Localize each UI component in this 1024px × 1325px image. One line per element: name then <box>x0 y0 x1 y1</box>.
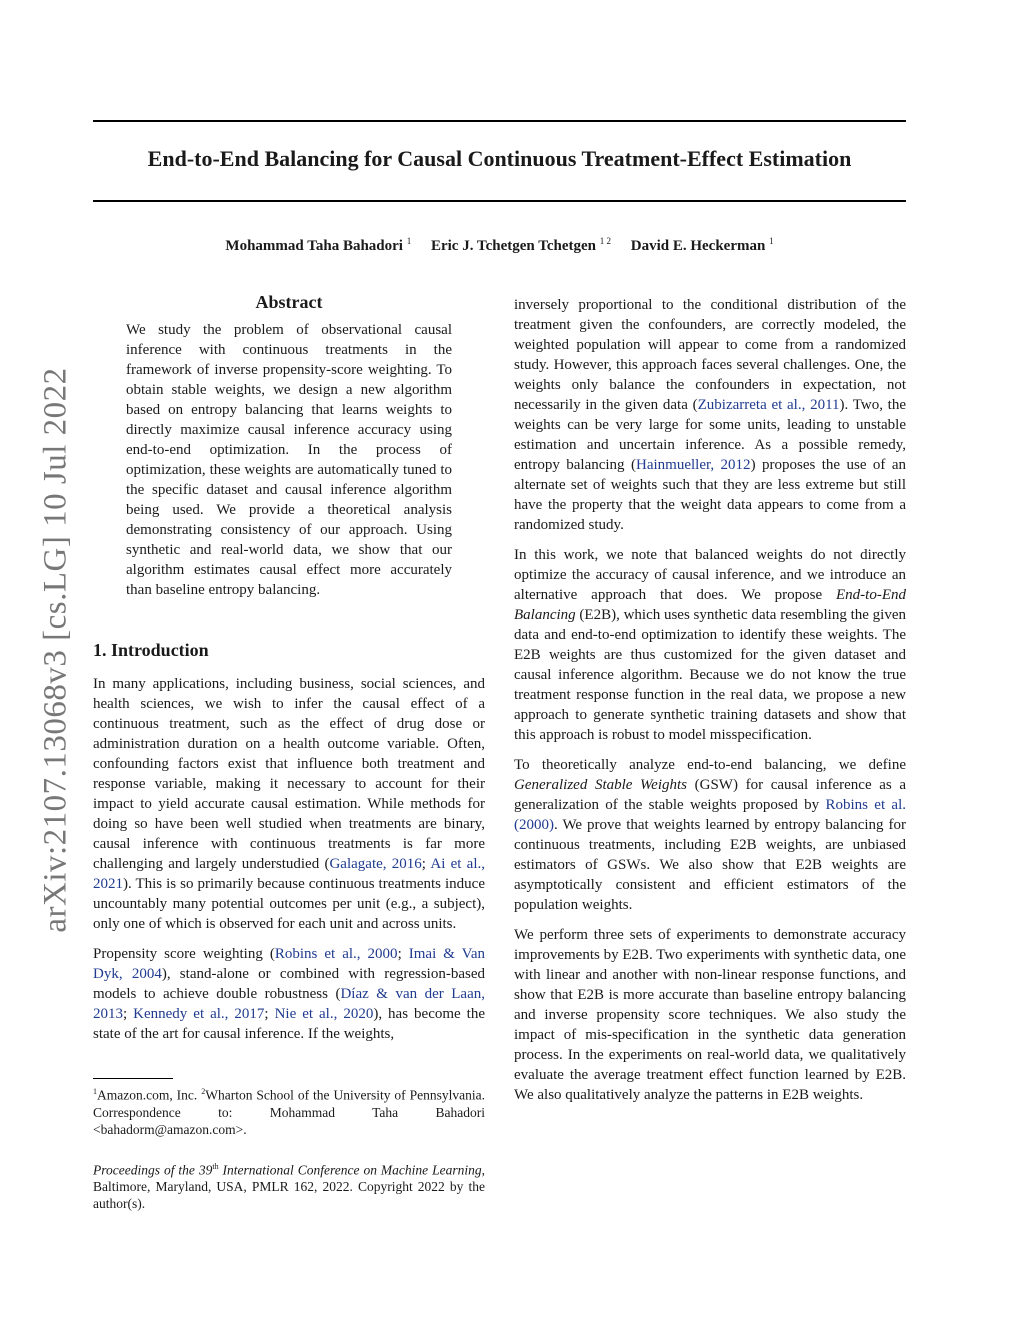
footnote-rule <box>93 1078 173 1079</box>
text-run: ; <box>123 1006 134 1022</box>
text-run: ), has become the state of the art for causal inference. If the weights, <box>93 1006 485 1042</box>
paper-title: End-to-End Balancing for Causal Continuous Treatment-Effect Estimation <box>147 146 852 171</box>
author-affiliation: 1 <box>406 236 412 246</box>
author-affiliation: 1 <box>769 236 774 246</box>
title-rule-top <box>93 120 906 122</box>
body-paragraph <box>514 755 906 915</box>
text-run: Amazon.com, Inc. <box>97 1087 202 1103</box>
author-list <box>93 236 906 255</box>
text-run: . We prove that weights learned by entropy balancing for continuous treatments, including E2B weights, are unbiased estimators of GSWs. We also show that E2B weights are asymptotically consistent and efficient estimators of the population weights. <box>514 817 906 913</box>
citation-link[interactable]: Robins et al., 2000 <box>274 946 398 962</box>
text-run: Wharton School of the University of Pennsylvania. Correspondence to: Mohammad Taha Bahadori <bahadorm@amazon.com>. <box>93 1087 485 1137</box>
text-run: ; <box>264 1006 275 1022</box>
body-paragraph <box>514 545 906 745</box>
body-paragraph <box>514 295 906 535</box>
text-run: th <box>212 1161 219 1171</box>
text-run: In many applications, including business, social sciences, and health sciences, we wish to infer the causal effect of a continuous treatment, such as the effect of drug dose or administration duration on a health outcome variable. Often, confounding factors exist that influence both treatment and response variable, making it necessary to account for their impact to yield accurate causal estimation. While methods for doing so have been well studied when treatments are binary, causal inference with continuous treatments is far more challenging and largely understudied ( <box>93 676 485 872</box>
footnotes <box>93 1078 485 1212</box>
text-run: (GSW) for causal inference as a generalization of the stable weights proposed by <box>514 777 906 813</box>
intro-paragraph <box>93 944 485 1044</box>
arxiv-identifier: arXiv:2107.13068v3 [cs.LG] 10 Jul 2022 <box>37 367 74 933</box>
text-run: ; <box>421 856 431 872</box>
text-run: ). This is so primarily because continuous treatments induce uncountably many potential outcomes per unit (e.g., a subject), only one of which is observed for each unit and across units. <box>93 876 485 932</box>
author <box>431 238 611 254</box>
text-run: International Conference on Machine Learning <box>218 1162 482 1177</box>
text-run: ), stand-alone or combined with regression-based models to achieve double robustness ( <box>93 966 485 1002</box>
text-run: To theoretically analyze end-to-end balancing, we define <box>514 757 906 773</box>
citation-link[interactable]: Hainmueller, 2012 <box>636 457 751 473</box>
citation-link[interactable]: Nie et al., 2020 <box>274 1006 374 1022</box>
left-column <box>93 292 485 1054</box>
text-run: inversely proportional to the conditional distribution of the treatment given the confounders, are correctly modeled, the weighted population will appear to come from a randomized study. However, this approach faces several challenges. One, the weights only balance the confounders in expectation, not necessarily in the given data ( <box>514 297 906 413</box>
section-heading-introduction: 1. Introduction <box>93 640 209 660</box>
author-name: Eric J. Tchetgen Tchetgen <box>430 238 596 254</box>
text-run: ). Two, the weights can be very large for some units, leading to unstable estimation and uncertain inference. As a possible remedy, entropy balancing ( <box>514 397 906 473</box>
proceedings-note <box>93 1158 485 1213</box>
text-run: , Baltimore, Maryland, USA, PMLR 162, 2022. Copyright 2022 by the author(s). <box>93 1162 485 1211</box>
text-run: Proceedings of the 39 <box>93 1162 213 1177</box>
author <box>631 238 774 254</box>
author-name: Mohammad Taha Bahadori <box>225 238 403 254</box>
citation-link[interactable]: Robins et al. (2000) <box>514 797 906 833</box>
text-run: Propensity score weighting ( <box>93 946 275 962</box>
intro-paragraph <box>93 674 485 934</box>
body-paragraph: We perform three sets of experiments to demonstrate accuracy improvements by E2B. Two experiments with synthetic data, one with linear and another with non-linear response functions, and show that E2B is more accurate than baseline entropy balancing and inverse propensity score techniques. We also study the impact of mis-specification in the synthetic data generation process. In the experiments on real-world data, we qualitatively evaluate the average treatment effect function learned by E2B. We also qualitatively analyze the patterns in E2B weights. <box>514 927 906 1103</box>
citation-link[interactable]: Imai & Van Dyk, 2004 <box>93 946 485 982</box>
citation-link[interactable]: Díaz & van der Laan, 2013 <box>93 986 485 1022</box>
citation-link[interactable]: Galagate, 2016 <box>329 856 422 872</box>
footnote-mark: 1 <box>93 1087 97 1096</box>
citation-link[interactable]: Ai et al., 2021 <box>93 856 485 892</box>
abstract-text: We study the problem of observational causal inference with continuous treatments in the framework of inverse propensity-score weighting. To obtain stable weights, we design a new algorithm based on entropy balancing that learns weights to directly maximize causal inference accuracy using end-to-end optimization. In the process of optimization, these weights are automatically tuned to the specific dataset and causal inference algorithm being used. We provide a theoretical analysis demonstrating consistency of our approach. Using synthetic and real-world data, we show that our algorithm estimates causal effect more accurately than baseline entropy balancing. <box>126 322 452 598</box>
term-emphasis: End-to-End Balancing <box>514 587 906 623</box>
author <box>225 238 411 254</box>
text-run: In this work, we note that balanced weights do not directly optimize the accuracy of causal inference, and we introduce an alternative approach that does. We propose <box>514 547 906 603</box>
title-rule-bottom <box>93 200 906 202</box>
citation-link[interactable]: Zubizarreta et al., 2011 <box>697 397 840 413</box>
term-emphasis: Generalized Stable Weights <box>514 777 688 793</box>
abstract-heading: Abstract <box>255 292 323 312</box>
footnote-mark: 2 <box>201 1087 206 1096</box>
text-run: (E2B), which uses synthetic data resembling the given data and end-to-end optimization to identify these weights. The E2B weights are thus customized for the given dataset and causal inference algorithm. Because we do not know the true treatment response function in the real data, we propose a new approach to generate synthetic training datasets and show that this approach is robust to model misspecification. <box>514 607 906 743</box>
author-name: David E. Heckerman <box>630 238 766 254</box>
author-affiliation: 1 2 <box>599 236 611 246</box>
text-run: ) proposes the use of an alternate set of weights such that they are less extreme but still have the property that the weight data appears to come from a randomized study. <box>514 457 907 533</box>
citation-link[interactable]: Kennedy et al., 2017 <box>133 1006 265 1022</box>
right-column <box>514 295 906 1115</box>
affiliation-footnote <box>93 1083 485 1138</box>
text-run: ; <box>397 946 409 962</box>
